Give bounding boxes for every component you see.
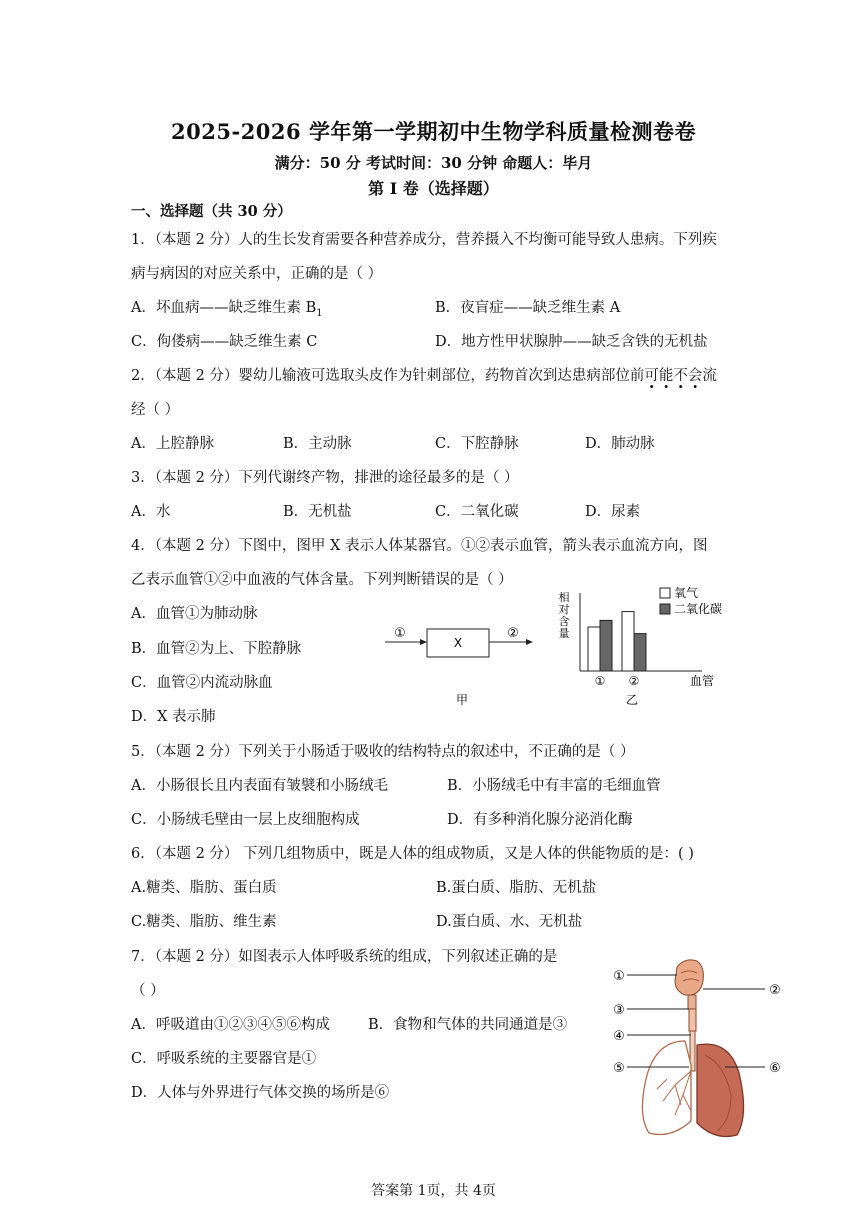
exam-info: 满分：50 分 考试时间：30 分钟 命题人：毕月: [274, 154, 593, 172]
q1-option-a: A．坏血病——缺乏维生素 $B_1$: [131, 300, 323, 319]
q3-option-a: A．水: [131, 504, 171, 520]
q6-option-c: C.糖类、脂肪、维生素: [131, 914, 277, 930]
q7-option-d: D．人体与外界进行气体交换的场所是⑥: [131, 1085, 390, 1101]
q2-option-a: A．上腔静脉: [131, 436, 214, 452]
fig-jia-caption: 甲: [455, 693, 469, 707]
q1-option-d: D．地方性甲状腺肿——缺乏含铁的无机盐: [435, 334, 708, 350]
q6-option-d: D.蛋白质、水、无机盐: [436, 914, 583, 930]
pharynx-shape: [688, 995, 696, 1009]
section-heading: 一、选择题（共 30 分）: [131, 203, 292, 220]
q4-stem-line2: 乙表示血管①②中血液的气体含量。下列判断错误的是（ ）: [131, 572, 513, 588]
fig-jia-out-arrowhead: [526, 639, 533, 645]
legend-swatch: [660, 588, 670, 598]
q3-option-d: D．尿素: [585, 504, 641, 520]
exam-title: 2025-2026 学年第一学期初中生物学科质量检测卷卷: [171, 119, 696, 144]
chart-tick-label: ②: [628, 674, 640, 688]
q2-stem-line2: 经（ ）: [131, 402, 180, 418]
bar-co2-2: [634, 634, 646, 671]
q3-option-b: B．无机盐: [283, 504, 352, 520]
q2-emphasis-char: 会: [687, 368, 703, 384]
volume-heading: 第 I 卷（选择题）: [368, 179, 499, 198]
q7-option-b: B．食物和气体的共同通道是③: [368, 1017, 568, 1033]
q5-option-c: C．小肠绒毛壁由一层上皮细胞构成: [131, 812, 360, 828]
chart-tick-label: ①: [594, 674, 606, 688]
q4-stem-line1: 4．（本题 2 分）下图中，图甲 X 表示人体某器官。①②表示血管，箭头表示血流方向，图: [131, 538, 708, 554]
resp-label-4: ④: [613, 1029, 625, 1044]
q5-option-d: D．有多种消化腺分泌消化酶: [447, 812, 633, 828]
chart-xlabel: 血管: [690, 674, 715, 688]
legend-swatch: [660, 604, 670, 614]
page-footer: 答案第 1页，共 4页: [371, 1183, 496, 1199]
q7-option-c: C．呼吸系统的主要器官是①: [131, 1051, 317, 1067]
fig-jia-in-arrowhead: [420, 639, 427, 645]
resp-label-3: ③: [613, 1003, 625, 1018]
right-lung-shape: [697, 1044, 744, 1136]
q3-option-c: C．二氧化碳: [435, 504, 519, 520]
larynx-shape: [689, 1009, 696, 1031]
q6-stem: 6．（本题 2 分） 下列几组物质中，既是人体的组成物质，又是人体的供能物质的是：( ): [131, 846, 694, 862]
fig-jia-out-label: ②: [507, 626, 519, 641]
q5-option-b: B．小肠绒毛中有丰富的毛细血管: [447, 778, 661, 794]
bar-oxygen-1: [588, 627, 600, 671]
fig-yi-caption: 乙: [625, 693, 639, 707]
legend-label: 氧气: [674, 586, 699, 600]
q2-emphasis: [644, 368, 702, 384]
q1-option-c: C．佝偻病——缺乏维生素 C: [131, 334, 318, 350]
q2-emphasis-char: 不: [673, 368, 688, 384]
q1-stem-line2: 病与病因的对应关系中，正确的是（ ）: [131, 266, 383, 282]
legend-label: 二氧化碳: [674, 602, 723, 616]
q2-option-b: B．主动脉: [283, 436, 352, 452]
bar-oxygen-2: [622, 612, 634, 671]
q5-stem: 5．（本题 2 分）下列关于小肠适于吸收的结构特点的叙述中，不正确的是（ ）: [131, 744, 635, 760]
bar-co2-1: [600, 620, 612, 671]
resp-label-2: ②: [769, 983, 781, 998]
q5-option-a: A．小肠很长且内表面有皱襞和小肠绒毛: [131, 778, 388, 794]
q4-option-a: A．血管①为肺动脉: [131, 606, 258, 622]
fig-jia-box-label: X: [453, 636, 463, 650]
resp-label-5: ⑤: [613, 1061, 625, 1076]
q4-option-c: C．血管②内流动脉血: [131, 675, 273, 691]
figure-jia: [380, 620, 540, 710]
chart-ylabel-char: 含: [558, 615, 570, 628]
nasal-cavity-shape: [675, 960, 703, 995]
chart-ylabel-char: 相: [558, 591, 570, 604]
q7-option-a: A．呼吸道由①②③④⑤⑥构成: [131, 1017, 330, 1033]
q2-emphasis-char: 可: [644, 368, 659, 384]
q2-stem-line1: 2．（本题 2 分）婴幼儿输液可选取头皮作为针刺部位，药物首次到达患病部位前可能不会流: [131, 368, 717, 384]
q3-stem: 3．（本题 2 分）下列代谢终产物，排泄的途径最多的是（ ）: [131, 470, 519, 486]
q6-option-a: A.糖类、脂肪、蛋白质: [131, 880, 277, 896]
chart-ylabel-char: 对: [558, 603, 570, 616]
q2-option-d: D．肺动脉: [585, 436, 655, 452]
q7-stem-line1: 7．（本题 2 分）如图表示人体呼吸系统的组成，下列叙述正确的是: [131, 949, 558, 965]
q7-stem-line2: （ ）: [131, 983, 165, 999]
q1-stem-line1: 1．（本题 2 分）人的生长发育需要各种营养成分，营养摄入不均衡可能导致人患病。下列疾: [131, 232, 717, 248]
q1-option-b: B．夜盲症——缺乏维生素 A: [435, 300, 621, 316]
resp-label-6: ⑥: [769, 1061, 781, 1076]
fig-jia-in-label: ①: [394, 626, 406, 641]
respiratory-system-figure: [605, 955, 795, 1145]
q6-option-b: B.蛋白质、脂肪、无机盐: [436, 880, 597, 896]
chart-ylabel: [559, 590, 570, 640]
figure-yi-chart: [550, 585, 740, 710]
q2-option-c: C．下腔静脉: [435, 436, 519, 452]
chart-ylabel-char: 量: [558, 627, 570, 640]
q2-emphasis-char: 能: [658, 368, 674, 384]
q4-option-b: B．血管②为上、下腔静脉: [131, 641, 302, 657]
left-lung-outline: [642, 1041, 691, 1135]
q4-option-d: D．X 表示肺: [131, 709, 216, 725]
resp-label-1: ①: [613, 969, 625, 984]
